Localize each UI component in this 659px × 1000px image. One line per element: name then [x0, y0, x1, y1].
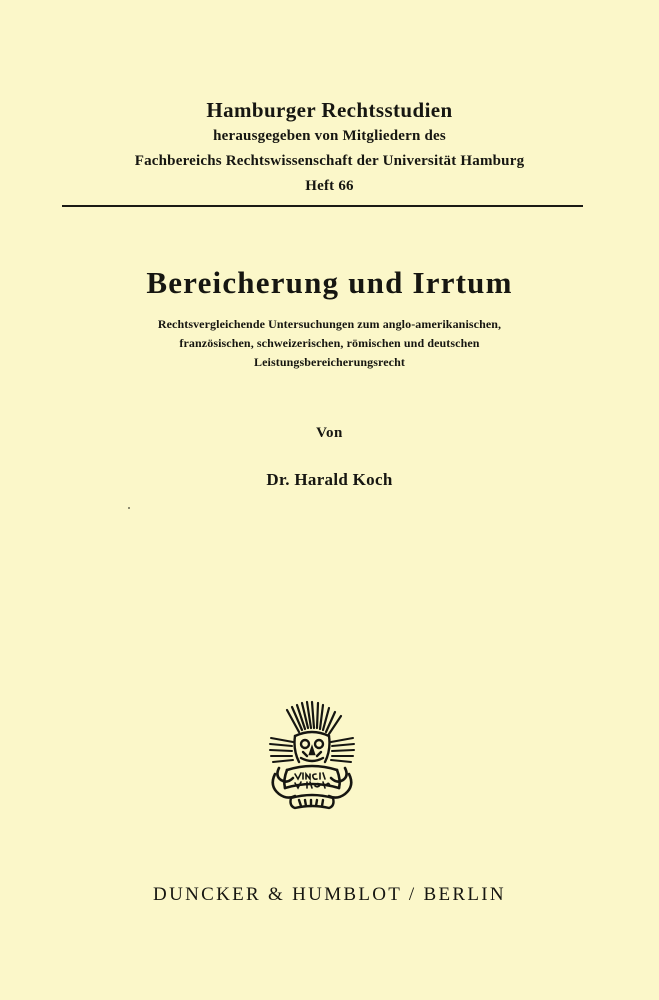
series-issue: Heft 66 — [305, 178, 354, 194]
author-name: Dr. Harald Koch — [266, 470, 393, 489]
publisher-emblem-icon — [265, 700, 359, 812]
series-title: Hamburger Rechtsstudien — [206, 98, 453, 122]
publisher-imprint: DUNCKER & HUMBLOT / BERLIN — [153, 884, 506, 905]
print-speck — [128, 507, 130, 509]
series-faculty-line: Fachbereichs Rechtswissenschaft der Universität Hamburg — [134, 153, 525, 169]
series-editors-line: herausgegeben von Mitgliedern des — [213, 128, 446, 144]
horizontal-rule — [62, 205, 583, 207]
subtitle-line-1: Rechtsvergleichende Untersuchungen zum anglo-amerikanischen, — [157, 317, 502, 331]
by-label: Von — [316, 425, 343, 441]
subtitle-line-2: französischen, schweizerischen, römischen und deutschen — [179, 336, 480, 350]
subtitle-line-3: Leistungsbereicherungsrecht — [254, 355, 405, 369]
book-title: Bereicherung und Irrtum — [146, 265, 513, 300]
